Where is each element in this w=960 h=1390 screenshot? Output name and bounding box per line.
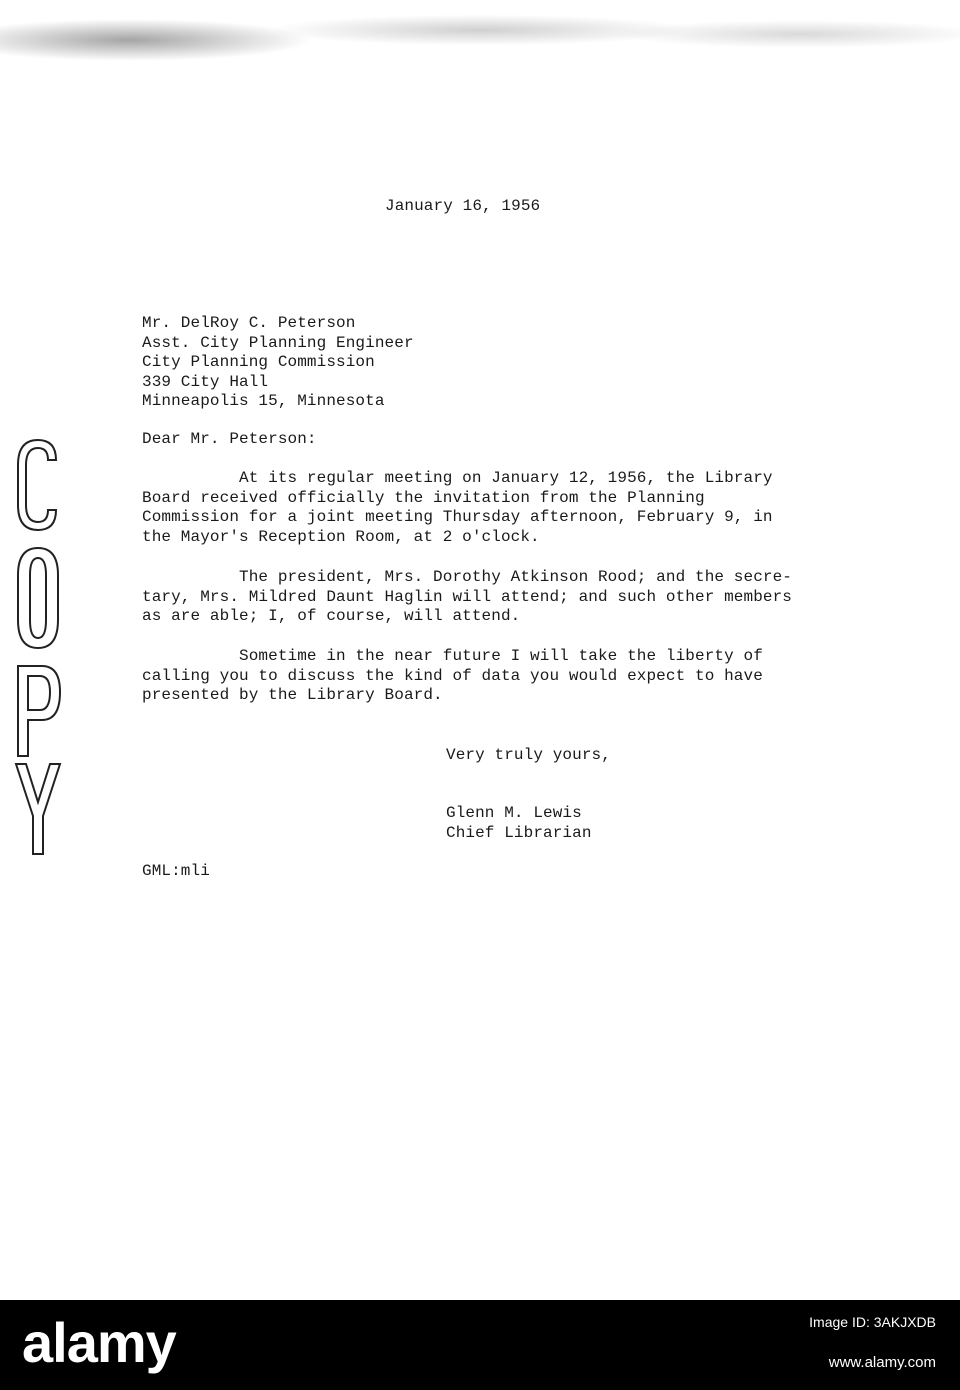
complimentary-close: Very truly yours, xyxy=(446,746,611,764)
signature-block xyxy=(446,804,592,843)
recipient-line: 339 City Hall xyxy=(142,372,269,391)
recipient-line: City Planning Commission xyxy=(142,353,375,371)
photocopy-noise xyxy=(0,0,960,130)
paragraph-2 xyxy=(142,568,792,627)
reference-initials: GML:mli xyxy=(142,862,210,880)
paragraph-line: calling you to discuss the kind of data you would expect to have xyxy=(142,666,763,685)
paragraph-line: The president, Mrs. Dorothy Atkinson Rood; and the secre- xyxy=(142,568,793,586)
recipient-line: Mr. DelRoy C. Peterson xyxy=(142,314,356,332)
paragraph-3 xyxy=(142,647,763,706)
paragraph-line: Board received officially the invitation from the Planning xyxy=(142,488,705,507)
signer-name: Glenn M. Lewis xyxy=(446,804,582,822)
recipient-line: Minneapolis 15, Minnesota xyxy=(142,392,385,410)
paragraph-line: Commission for a joint meeting Thursday afternoon, February 9, in xyxy=(142,508,773,526)
paragraph-line: the Mayor's Reception Room, at 2 o'clock. xyxy=(142,527,540,546)
site-url: www.alamy.com xyxy=(828,1354,936,1371)
paragraph-line: as are able; I, of course, will attend. xyxy=(142,607,521,625)
signer-title: Chief Librarian xyxy=(446,823,592,842)
salutation: Dear Mr. Peterson: xyxy=(142,430,317,448)
copy-stamp-graphic xyxy=(6,430,70,860)
paragraph-line: tary, Mrs. Mildred Daunt Haglin will attend; and such other members xyxy=(142,587,793,606)
copy-stamp xyxy=(6,430,70,860)
paragraph-1 xyxy=(142,469,773,547)
brand-logo: alamy xyxy=(22,1311,176,1374)
recipient-line: Asst. City Planning Engineer xyxy=(142,333,414,352)
letter-date: January 16, 1956 xyxy=(385,197,541,215)
paragraph-line: Sometime in the near future I will take the liberty of xyxy=(142,647,763,665)
watermark-bar xyxy=(0,1300,960,1390)
image-id-label: Image ID: 3AKJXDB xyxy=(809,1314,936,1330)
paragraph-line: presented by the Library Board. xyxy=(142,686,443,704)
paragraph-line: At its regular meeting on January 12, 1956, the Library xyxy=(142,469,773,487)
recipient-address xyxy=(142,314,414,412)
